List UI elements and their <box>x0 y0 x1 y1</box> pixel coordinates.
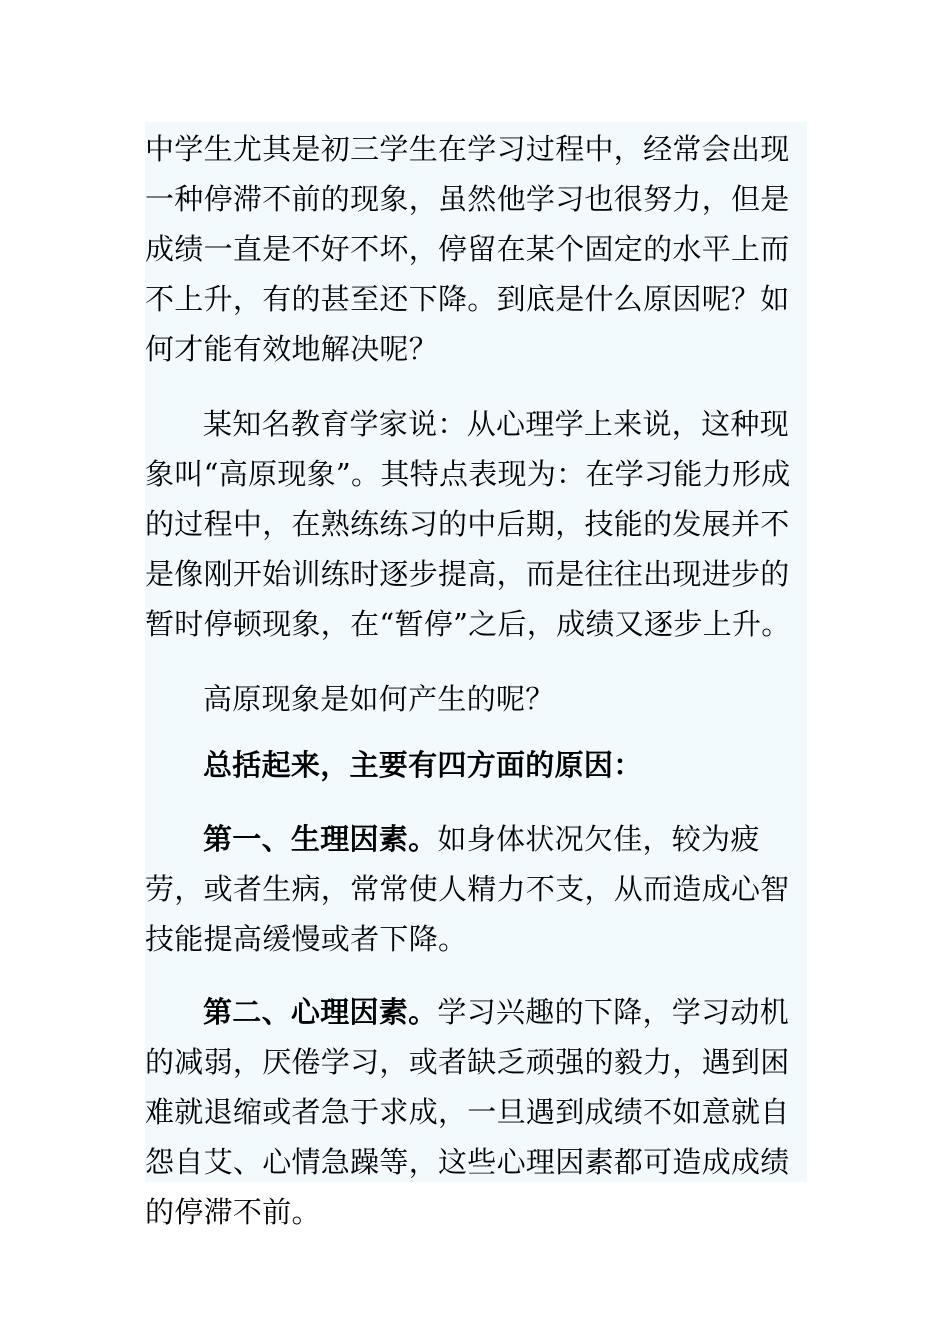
psychological-factor-lead: 第二、心理因素。 <box>203 995 438 1029</box>
psychological-factor-body: 学习兴趣的下降，学习动机的减弱，厌倦学习，或者缺乏顽强的毅力，遇到困难就退缩或者急于求成，一旦遇到成绩不如意就自怨自艾、心情急躁等，这些心理因素都可造成成绩的停滞不前。 <box>145 995 790 1229</box>
paragraph-summary-heading: 总括起来，主要有四方面的原因： <box>203 748 643 782</box>
document-body <box>145 122 807 1229</box>
paragraph-intro: 中学生尤其是初三学生在学习过程中，经常会出现一种停滞不前的现象，虽然他学习也很努力，但是成绩一直是不好不坏，停留在某个固定的水平上而不上升，有的甚至还下降。到底是什么原因呢？如何才能有效地解决呢？ <box>145 132 790 366</box>
physiological-factor-lead: 第一、生理因素。 <box>203 822 438 856</box>
paragraph-physiological-factor <box>145 814 807 964</box>
paragraph-psychological-factor <box>145 987 807 1237</box>
paragraph-plateau-definition: 某知名教育学家说：从心理学上来说，这种现象叫“高原现象”。其特点表现为：在学习能力形成的过程中，在熟练练习的中后期，技能的发展并不是像刚开始训练时逐步提高，而是往往出现进步的暂时停顿现象，在“暂停”之后，成绩又逐步上升。 <box>145 407 791 641</box>
physiological-factor-body: 如身体状况欠佳，较为疲劳，或者生病，常常使人精力不支，从而造成心智技能提高缓慢或者下降。 <box>145 822 790 956</box>
paragraph-question: 高原现象是如何产生的呢？ <box>203 682 555 716</box>
